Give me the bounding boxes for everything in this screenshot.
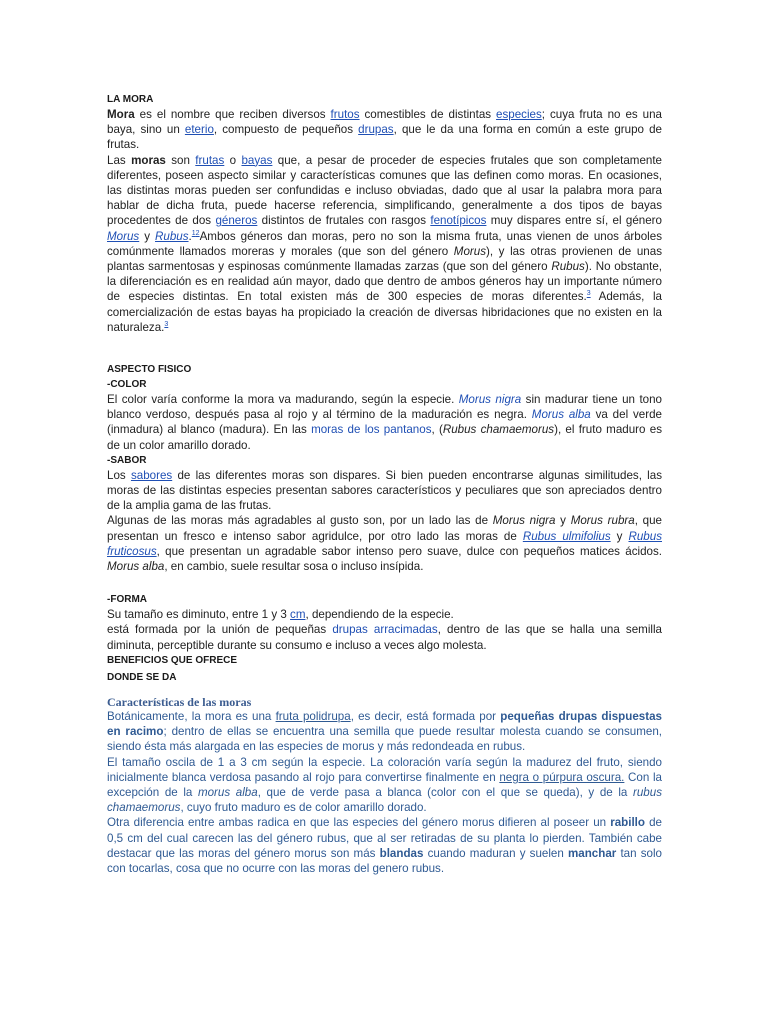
link-rubus-ulmifolius[interactable] [523, 530, 611, 543]
link-drupas-arracimadas[interactable]: drupas arracimadas [332, 623, 438, 637]
italic-rubus: Rubus [551, 260, 585, 274]
italic-morus-alba: Morus alba [107, 560, 165, 574]
text: Los [107, 468, 131, 482]
heading-forma: -FORMA [107, 594, 147, 606]
text: Las [107, 153, 132, 167]
text: de 0,5 cm del cual carecen las del género rubus, que al ser retiradas de su planta lo pierden. También cabe destacar que las moras del género morus son más [107, 816, 662, 860]
footnote-1[interactable]: 1 [191, 229, 196, 237]
term-mora: Mora [107, 108, 135, 121]
text: muy dispares entre sí, el género [486, 214, 662, 228]
text: ). No obstante, la diferenciación es en realidad aún mayor, dado que dentro de ambos géneros hay un importante número de especies distintas. En total existen más de 300 especies de moras diferentes. [107, 260, 662, 304]
text: El tamaño oscila de 1 a 3 cm según la especie. La coloración varía según la madurez del fruto, siendo inicialmente blanca verdosa pasando al rojo para convertirse finalmente en [107, 755, 662, 784]
link-rubus-text: Rubus [155, 229, 189, 243]
link-rubus-ulmifolius-text: Rubus ulmifolius [522, 529, 611, 543]
paragraph-intro [107, 107, 662, 153]
heading-caracteristicas: Características de las moras [107, 695, 252, 709]
link-sabores[interactable]: sabores [130, 468, 173, 482]
text: , ( [431, 423, 443, 437]
link-morus[interactable] [107, 230, 139, 243]
text: distintos de frutales con rasgos [257, 214, 431, 228]
term-moras: moras [131, 153, 166, 167]
text: , en cambio, suele resultar sosa o incluso insípida. [164, 560, 424, 574]
paragraph-caract-3 [107, 815, 662, 876]
heading-beneficios: BENEFICIOS QUE OFRECE [107, 654, 238, 666]
text: ; cuya fruta no es una baya, sino un [107, 108, 662, 137]
paragraph-forma-1 [107, 607, 662, 622]
paragraph-moras [107, 153, 662, 335]
footnote-3[interactable]: 3 [586, 290, 591, 298]
section-caracteristicas [107, 695, 662, 876]
heading-la-mora: LA MORA [107, 94, 154, 105]
text: ), y las otras provienen de unas plantas sarmentosas y espinosas comúnmente llamadas zarzas (que son del género [107, 244, 662, 274]
link-morus-text: Morus [107, 229, 140, 243]
italic-rubus-chamaemorus-2: rubus chamaemorus [107, 786, 662, 815]
link-generos[interactable]: géneros [215, 214, 258, 228]
link-morus-nigra[interactable] [459, 393, 521, 406]
text: y [610, 529, 629, 543]
heading-donde-se-da: DONDE SE DA [107, 671, 177, 683]
link-drupas[interactable]: drupas [358, 123, 394, 137]
text: El color varía conforme la mora va madurando, según la especie. [107, 393, 459, 406]
link-especies[interactable]: especies [496, 108, 542, 121]
text: Otra diferencia entre ambas radica en que las especies del género morus difieren al poseer un [107, 816, 611, 830]
italic-rubus-chamaemorus: Rubus chamaemorus [442, 423, 555, 437]
text: sin madurar tiene un tono blanco verdoso, después pasa al rojo y al término de la maduración es negra. [107, 393, 663, 422]
link-moras-pantanos[interactable]: moras de los pantanos [311, 423, 432, 437]
text: , compuesto de pequeños [213, 123, 359, 137]
link-frutas[interactable]: frutas [195, 153, 225, 167]
text: Ambos géneros dan moras, pero no son la misma fruta, unas vienen de unos árboles comúnmente llamados moreras y morales (que son del género [107, 229, 662, 258]
text: que, a pesar de proceder de especies frutales que son completamente diferentes, poseen aspecto similar y características comunes que las definen como moras. En ocasiones, las distintas moras pueden ser confundidas e incluso obviadas, dado que al usar la palabra mora para hablar de dicha fruta, puede hacerse referencia, simplificando, generalmente a dos tipos de bayas procedentes de dos [107, 153, 663, 228]
link-morus-nigra-text: Morus nigra [458, 393, 522, 406]
bold-blandas: blandas [379, 846, 424, 860]
text: Botánicamente, la mora es una [107, 710, 276, 723]
paragraph-forma-2 [107, 622, 662, 652]
text: es el nombre que reciben diversos [134, 108, 331, 121]
text: de las diferentes moras son dispares. Si bien pueden encontrarse algunas similitudes, las moras de las distintas especies presentan sabores característicos y peculiares que son apreciados dentro de la amplia gama de las frutas. [107, 468, 662, 513]
italic-morus: Morus [453, 244, 486, 258]
text: está formada por la unión de pequeñas [107, 623, 333, 637]
link-fenotipicos[interactable]: fenotípicos [430, 214, 487, 228]
link-morus-alba-text: Morus alba [531, 408, 591, 422]
text: tan solo con tocarlas, cosa que no ocurre con las moras del genero rubus. [107, 846, 662, 876]
link-cm[interactable]: cm [290, 608, 306, 622]
bold-drupas-racimo: pequeñas drupas dispuestas en racimo [107, 710, 662, 739]
footnote-2[interactable]: 2 [195, 229, 200, 237]
text: comestibles de distintas [359, 108, 497, 121]
text: . [188, 229, 192, 243]
text: y [139, 229, 156, 243]
link-frutos[interactable]: frutos [330, 108, 360, 121]
footnote-3b[interactable]: 3 [164, 320, 169, 328]
text: son [165, 153, 196, 167]
section-aspecto-fisico [107, 363, 662, 685]
text: Con la excepción de la [107, 770, 662, 800]
text: , que presentan un agradable sabor intenso pero suave, dulce con pequeños matices ácidos. [156, 544, 662, 558]
heading-sabor: -SABOR [107, 454, 147, 466]
italic-morus-alba-2: morus alba [197, 786, 258, 800]
text: va del verde (inmadura) al blanco (madura). En las [107, 408, 662, 437]
text: , cuyo fruto maduro es de color amarillo dorado. [180, 801, 427, 815]
section-la-mora [107, 93, 662, 335]
text: Algunas de las moras más agradables al gusto son, por un lado las de [107, 514, 493, 528]
heading-aspecto-fisico: ASPECTO FISICO [107, 364, 192, 375]
text: , que de verde pasa a blanca (color con el que se queda), y de la [257, 786, 633, 800]
link-rubus[interactable] [155, 230, 189, 243]
link-rubus-fruticosus-text: Rubus fruticosus [107, 529, 662, 558]
bold-rabillo: rabillo [610, 816, 645, 830]
text: , es decir, está formada por [350, 710, 501, 723]
link-bayas[interactable]: bayas [241, 153, 273, 167]
link-negra-purpura[interactable]: negra o púrpura oscura. [499, 770, 625, 784]
italic-morus-nigra: Morus nigra [492, 514, 556, 528]
paragraph-caract-1 [107, 709, 662, 755]
paragraph-caract-2 [107, 755, 662, 816]
text: , que le da una forma en común a este grupo de frutas. [107, 123, 662, 152]
italic-morus-rubra: Morus rubra [570, 514, 635, 528]
text: cuando maduran y suelen [423, 846, 568, 860]
paragraph-sabor-2 [107, 513, 662, 574]
bold-manchar: manchar [567, 846, 617, 860]
paragraph-color [107, 392, 662, 453]
paragraph-sabor-1 [107, 468, 662, 514]
text: , dentro de las que se halla una semilla diminuta, perceptible durante su consumo e incluso a veces algo molesta. [107, 623, 663, 652]
text: y [555, 514, 571, 528]
link-fruta-polidrupa[interactable]: fruta polidrupa [275, 710, 351, 723]
text: ; dentro de ellas se encuentra una semilla que puede resultar molesta cuando se consumen, siendo ésta más alargada en las especies de morus y más redondeada en rubus. [107, 725, 662, 754]
text: ), el fruto maduro es de un color amarillo dorado. [107, 423, 662, 452]
link-eterio[interactable]: eterio [184, 123, 214, 137]
heading-color: -COLOR [107, 379, 147, 390]
text: , dependiendo de la especie. [305, 608, 454, 622]
text: o [224, 153, 242, 167]
text: , que presentan un fresco e intenso sabor agridulce, por otro lado las moras de [107, 514, 662, 543]
link-morus-alba[interactable] [532, 408, 591, 421]
text: Su tamaño es diminuto, entre 1 y 3 [107, 608, 291, 622]
text: Además, la comercialización de estas bayas ha propiciado la creación de diversas hibridaciones que no existen en la naturaleza. [107, 290, 662, 334]
